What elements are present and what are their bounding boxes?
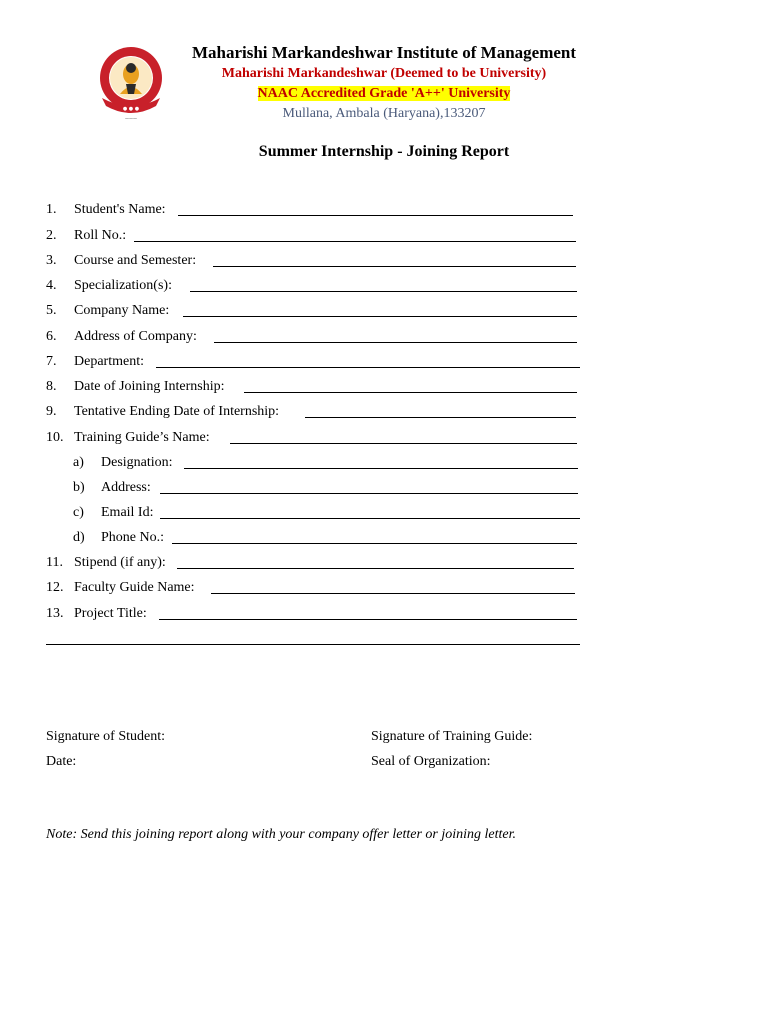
fill-line[interactable] — [211, 593, 575, 594]
footer-note: Note: Send this joining report along with your company offer letter or joining letter. — [46, 827, 516, 842]
field-number: 10. — [46, 430, 64, 445]
svg-text:● ● ●: ● ● ● — [122, 106, 140, 112]
field-project-title-continued[interactable] — [0, 629, 768, 649]
fill-line[interactable] — [178, 215, 573, 216]
field-number: 9. — [46, 404, 57, 419]
fill-line[interactable] — [172, 543, 577, 544]
fill-line[interactable] — [183, 316, 577, 317]
field-number: a) — [73, 455, 84, 470]
field-student-name[interactable] — [0, 200, 768, 220]
field-specialization[interactable] — [0, 276, 768, 296]
field-guide-designation[interactable] — [0, 453, 768, 473]
field-guide-email[interactable] — [0, 503, 768, 523]
field-number: 3. — [46, 253, 57, 268]
university-logo — [96, 44, 166, 124]
field-company-name[interactable] — [0, 301, 768, 321]
field-number: d) — [73, 530, 85, 545]
field-label: Tentative Ending Date of Internship: — [74, 404, 280, 419]
field-department[interactable] — [0, 352, 768, 372]
field-label: Date of Joining Internship: — [74, 379, 225, 394]
field-number: 2. — [46, 228, 57, 243]
field-label: Training Guide’s Name: — [74, 430, 210, 445]
field-number: 1. — [46, 202, 57, 217]
field-label: Department: — [74, 354, 144, 369]
accreditation-text: NAAC Accredited Grade 'A++' University — [257, 86, 511, 101]
field-number: 4. — [46, 278, 57, 293]
field-number: 12. — [46, 580, 64, 595]
fill-line[interactable] — [213, 266, 576, 267]
letterhead — [170, 42, 598, 124]
fill-line[interactable] — [230, 443, 577, 444]
page-title: Summer Internship - Joining Report — [258, 143, 510, 160]
fill-line[interactable] — [177, 568, 574, 569]
field-faculty-guide-name[interactable] — [0, 578, 768, 598]
field-stipend[interactable] — [0, 553, 768, 573]
fill-line[interactable] — [244, 392, 577, 393]
field-number: c) — [73, 505, 84, 520]
svg-text:———: ——— — [125, 116, 137, 121]
signature-student-label: Signature of Student: — [46, 729, 165, 744]
field-number: b) — [73, 480, 85, 495]
field-number: 5. — [46, 303, 57, 318]
field-label: Project Title: — [74, 606, 147, 621]
fill-line[interactable] — [160, 518, 580, 519]
field-label: Designation: — [101, 455, 173, 470]
date-label: Date: — [46, 754, 77, 769]
fill-line[interactable] — [214, 342, 577, 343]
signature-guide-label: Signature of Training Guide: — [371, 729, 533, 744]
field-number: 8. — [46, 379, 57, 394]
field-label: Address: — [101, 480, 151, 495]
university-name: Maharishi Markandeshwar (Deemed to be University) — [221, 66, 547, 81]
field-label: Email Id: — [101, 505, 154, 520]
fill-line[interactable] — [160, 493, 578, 494]
field-number: 7. — [46, 354, 57, 369]
fill-line[interactable] — [46, 644, 580, 645]
field-course-semester[interactable] — [0, 251, 768, 271]
institute-name: Maharishi Markandeshwar Institute of Management — [191, 43, 577, 62]
field-label: Faculty Guide Name: — [74, 580, 195, 595]
fill-line[interactable] — [134, 241, 576, 242]
field-label: Roll No.: — [74, 228, 127, 243]
field-ending-date[interactable] — [0, 402, 768, 422]
fill-line[interactable] — [305, 417, 576, 418]
field-label: Stipend (if any): — [74, 555, 166, 570]
field-label: Specialization(s): — [74, 278, 172, 293]
field-label: Address of Company: — [74, 329, 197, 344]
field-project-title[interactable] — [0, 604, 768, 624]
fill-line[interactable] — [184, 468, 578, 469]
field-label: Phone No.: — [101, 530, 164, 545]
fill-line[interactable] — [159, 619, 577, 620]
field-company-address[interactable] — [0, 327, 768, 347]
seal-label: Seal of Organization: — [371, 754, 491, 769]
field-number: 6. — [46, 329, 57, 344]
field-joining-date[interactable] — [0, 377, 768, 397]
field-training-guide-name[interactable] — [0, 428, 768, 448]
fill-line[interactable] — [156, 367, 580, 368]
field-label: Student's Name: — [74, 202, 166, 217]
fill-line[interactable] — [190, 291, 577, 292]
field-number: 13. — [46, 606, 64, 621]
field-roll-no[interactable] — [0, 226, 768, 246]
field-label: Course and Semester: — [74, 253, 197, 268]
field-guide-address[interactable] — [0, 478, 768, 498]
field-number: 11. — [46, 555, 63, 570]
address-text: Mullana, Ambala (Haryana),133207 — [282, 106, 486, 121]
field-guide-phone[interactable] — [0, 528, 768, 548]
field-label: Company Name: — [74, 303, 170, 318]
